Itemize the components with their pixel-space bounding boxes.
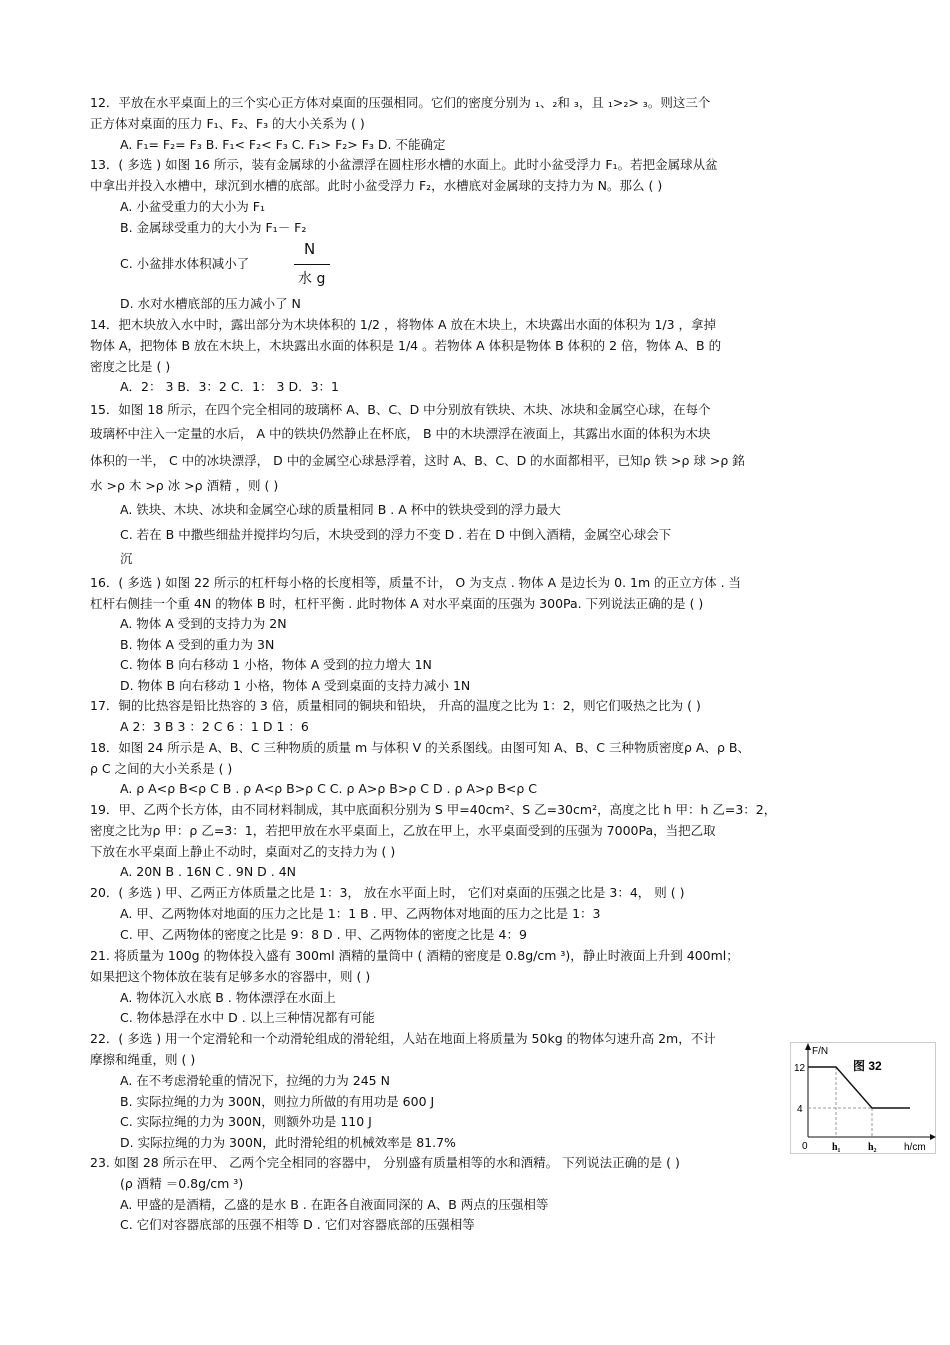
- x-tick-h2: h₂: [868, 1142, 877, 1153]
- figure-title: 图 32: [853, 1059, 882, 1073]
- text-line-q16C: C. 物体 B 向右移动 1 小格，物体 A 受到的拉力增大 1N: [120, 657, 432, 672]
- text-line-q18b: ρ C 之间的大小关系是 ( ): [90, 761, 233, 776]
- text-line-q12: 12．平放在水平桌面上的三个实心正方体对桌面的压强相同。它们的密度分别为 ₁、₂和 ₃，且 ₁>₂> ₃。则这三个: [90, 95, 711, 110]
- text-line-q15b: 玻璃杯中注入一定量的水后， A 中的铁块仍然静止在杯底， B 中的木块漂浮在液面上，其露出水面的体积为木块: [90, 426, 711, 441]
- text-line-q23b: (ρ 酒精 ＝0.8g/cm ³): [120, 1176, 244, 1191]
- x-tick-h1: h₁: [832, 1142, 841, 1153]
- text-line-q23: 23. 如图 28 所示在甲、 乙两个完全相同的容器中， 分别盛有质量相等的水和酒精。 下列说法正确的是 ( ): [90, 1155, 680, 1170]
- y-tick-12: 12: [794, 1063, 806, 1074]
- origin-label: 0: [802, 1141, 808, 1152]
- text-line-q22A: A. 在不考虑滑轮重的情况下，拉绳的力为 245 N: [120, 1073, 390, 1088]
- text-line-q23C: C. 它们对容器底部的压强不相等 D . 它们对容器底部的压强相等: [120, 1217, 475, 1232]
- text-line-q14b: 物体 A，把物体 B 放在木块上，木块露出水面的体积是 1/4 。若物体 A 体积是物体 B 体积的 2 倍，物体 A、B 的: [90, 338, 722, 353]
- text-line-q20: 20．( 多选 ) 甲、乙两正方体质量之比是 1：3， 放在水平面上时， 它们对桌面的压强之比是 3：4， 则 ( ): [90, 885, 685, 900]
- text-line-q15C2: 沉: [120, 551, 133, 566]
- text-line-q14c: 密度之比是 ( ): [90, 359, 171, 374]
- text-line-q16B: B. 物体 A 受到的重力为 3N: [120, 637, 275, 652]
- text-line-q18o: A. ρ A<ρ B<ρ C B . ρ A<ρ B>ρ C C. ρ A>ρ B>ρ C D . ρ A>ρ B<ρ C: [120, 781, 538, 796]
- text-line-q13: 13．( 多选 ) 如图 16 所示，装有金属球的小盆漂浮在圆柱形水槽的水面上。此时小盆受浮力 F₁。若把金属球从盆: [90, 157, 718, 172]
- text-line-q19: 19．甲、乙两个长方体，由不同材料制成，其中底面积分别为 S 甲=40cm²、S 乙=30cm²，高度之比 h 甲：h 乙=3：2，: [90, 802, 777, 817]
- text-line-q19b: 密度之比为ρ 甲：ρ 乙=3：1，若把甲放在水平桌面上，乙放在甲上，水平桌面受到的压强为 7000Pa，当把乙取: [90, 823, 716, 838]
- text-line-q21b: 如果把这个物体放在装有足够多水的容器中，则 ( ): [90, 969, 371, 984]
- text-line-q14o: A．2： 3 B．3：2 C．1： 3 D．3：1: [120, 379, 339, 394]
- text-line-q18: 18．如图 24 所示是 A、B、C 三种物质的质量 m 与体积 V 的关系图线。由图可知 A、B、C 三种物质密度ρ A、ρ B、: [90, 740, 750, 755]
- text-line-q22B: B. 实际拉绳的力为 300N，则拉力所做的有用功是 600 J: [120, 1094, 435, 1109]
- fraction: [292, 240, 332, 292]
- text-line-q19c: 下放在水平桌面上静止不动时，桌面对乙的支持力为 ( ): [90, 844, 396, 859]
- text-line-q17o: A 2：3 B 3 ：2 C 6 ：1 D 1 ：6: [120, 719, 309, 734]
- y-axis-label: F/N: [812, 1046, 829, 1057]
- text-line-q22b: 摩擦和绳重，则 ( ): [90, 1052, 196, 1067]
- text-line-q20C: C. 甲、乙两物体的密度之比是 9：8 D . 甲、乙两物体的密度之比是 4：9: [120, 927, 527, 942]
- text-line-q13B: B. 金属球受重力的大小为 F₁－ F₂: [120, 220, 307, 235]
- text-line-q22D: D. 实际拉绳的力为 300N，此时滑轮组的机械效率是 81.7%: [120, 1135, 456, 1150]
- text-line-q22C: C. 实际拉绳的力为 300N，则额外功是 110 J: [120, 1114, 372, 1129]
- fraction-numerator: N: [304, 240, 316, 258]
- text-line-q15c: 体积的一半， C 中的冰块漂浮， D 中的金属空心球悬浮着，这时 A、B、C、D 的水面都相平，已知ρ 铁 >ρ 球 >ρ 銘: [90, 453, 745, 468]
- text-line-q13D: D. 水对水槽底部的压力减小了 N: [120, 296, 301, 311]
- fraction-denominator: 水 g: [298, 271, 326, 287]
- text-line-q15A: A. 铁块、木块、冰块和金属空心球的质量相同 B . A 杯中的铁块受到的浮力最大: [120, 502, 561, 517]
- figure-32: [790, 1042, 936, 1154]
- text-line-q21C: C. 物体悬浮在水中 D . 以上三种情况都有可能: [120, 1010, 375, 1025]
- text-line-q12c: A. F₁= F₂= F₃ B. F₁< F₂< F₃ C. F₁> F₂> F₃ D. 不能确定: [120, 137, 446, 152]
- text-line-q16b: 杠杆右侧挂一个重 4N 的物体 B 时，杠杆平衡 . 此时物体 A 对水平桌面的压强为 300Pa. 下列说法正确的是 ( ): [90, 596, 704, 611]
- text-line-q19o: A. 20N B . 16N C . 9N D . 4N: [120, 864, 297, 879]
- text-line-q13C: C. 小盆排水体积减小了: [120, 256, 250, 271]
- y-tick-4: 4: [797, 1104, 803, 1115]
- text-line-q15C: C. 若在 B 中撒些细盐并搅拌均匀后，木块受到的浮力不变 D . 若在 D 中倒入酒精，金属空心球会下: [120, 527, 672, 542]
- text-line-q13b: 中拿出并投入水槽中，球沉到水槽的底部。此时小盆受浮力 F₂，水槽底对金属球的支持力为 N。那么 ( ): [90, 178, 663, 193]
- text-line-q14: 14．把木块放入水中时，露出部分为木块体积的 1/2 ，将物体 A 放在木块上，木块露出水面的体积为 1/3 ，拿掉: [90, 317, 717, 332]
- text-line-q13A: A. 小盆受重力的大小为 F₁: [120, 199, 265, 214]
- text-line-q15: 15．如图 18 所示，在四个完全相同的玻璃杯 A、B、C、D 中分别放有铁块、木块、冰块和金属空心球，在每个: [90, 402, 711, 417]
- text-line-q16D: D. 物体 B 向右移动 1 小格，物体 A 受到桌面的支持力减小 1N: [120, 678, 471, 693]
- text-line-q16: 16．( 多选 ) 如图 22 所示的杠杆每小格的长度相等，质量不计， O 为支点 . 物体 A 是边长为 0. 1m 的正立方体 . 当: [90, 575, 742, 590]
- text-line-q20A: A. 甲、乙两物体对地面的压力之比是 1：1 B . 甲、乙两物体对地面的压力之比是 1：3: [120, 906, 601, 921]
- text-line-q21A: A. 物体沉入水底 B . 物体漂浮在水面上: [120, 990, 336, 1005]
- text-line-q22: 22．( 多选 ) 用一个定滑轮和一个动滑轮组成的滑轮组，人站在地面上将质量为 50kg 的物体匀速升高 2m，不计: [90, 1031, 716, 1046]
- text-line-q12b: 正方体对桌面的压力 F₁、F₂、F₃ 的大小关系为 ( ): [90, 116, 365, 131]
- fraction-bar: [294, 264, 330, 265]
- text-line-q15d: 水 >ρ 木 >ρ 冰 >ρ 酒精 ，则 ( ): [90, 478, 279, 493]
- text-line-q21: 21. 将质量为 100g 的物体投入盛有 300ml 酒精的量筒中 ( 酒精的密度是 0.8g/cm ³)，静止时液面上升到 400ml；: [90, 948, 739, 963]
- text-line-q17: 17．铜的比热容是铅比热容的 3 倍，质量相同的铜块和铅块， 升高的温度之比为 1：2，则它们吸热之比为 ( ): [90, 698, 701, 713]
- x-axis-label: h/cm: [904, 1142, 926, 1153]
- text-line-q23A: A. 甲盛的是酒精，乙盛的是水 B . 在距各自液面同深的 A、B 两点的压强相等: [120, 1197, 549, 1212]
- text-line-q16A: A. 物体 A 受到的支持力为 2N: [120, 616, 287, 631]
